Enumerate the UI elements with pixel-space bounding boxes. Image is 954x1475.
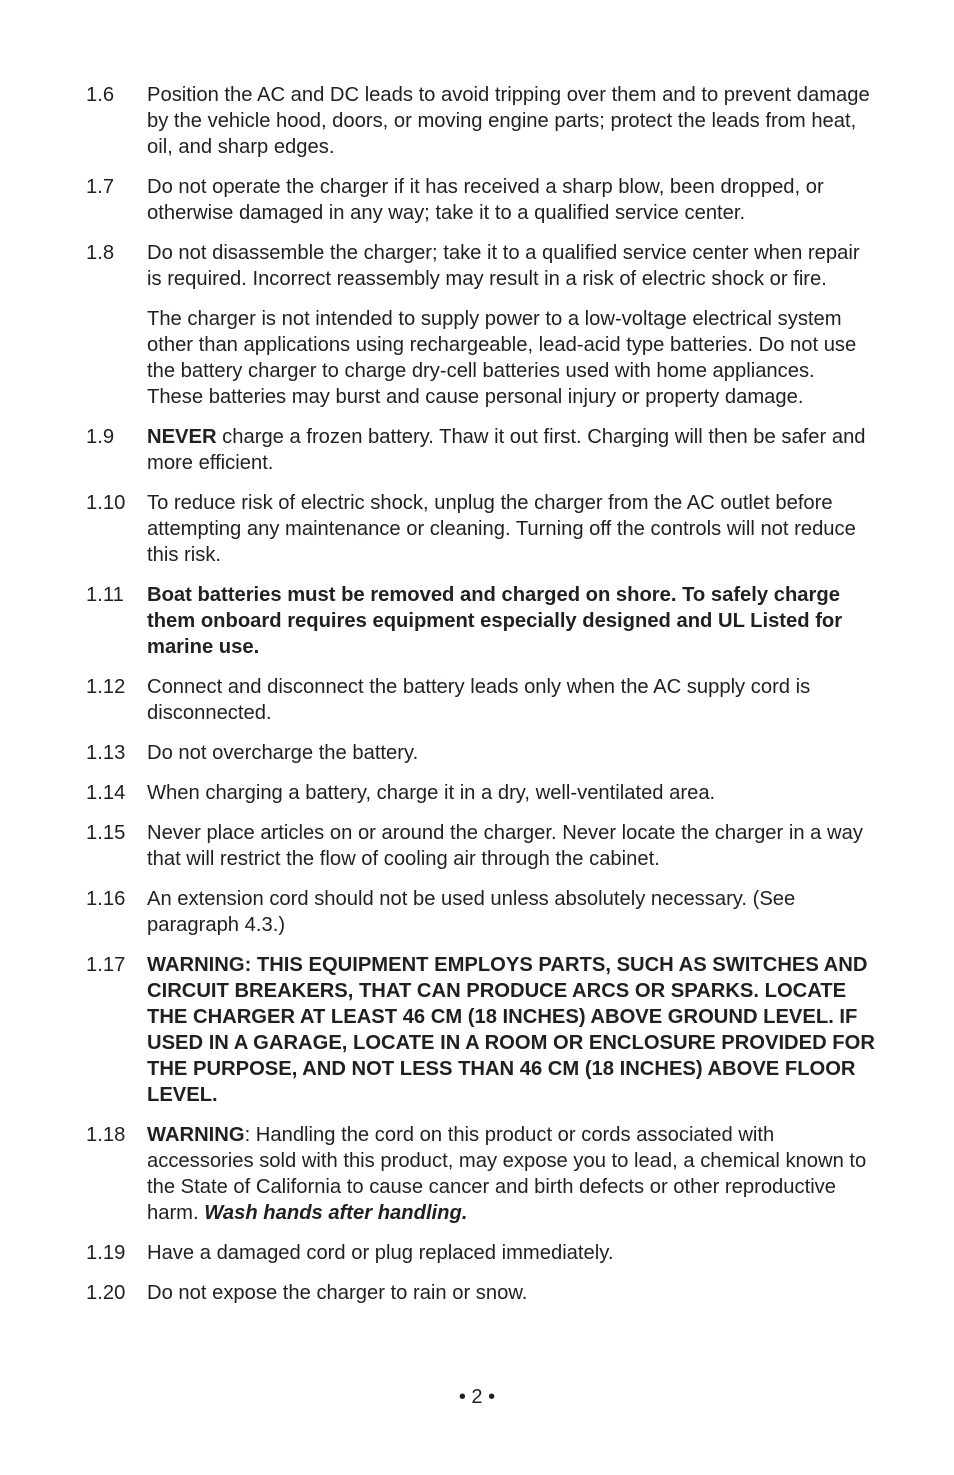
item-extra-paragraph: The charger is not intended to supply power to a low-voltage electrical system other than applications using rechargeable, lead-acid type batteries. Do not use the battery charger to charge dry-cell batteries used with home appliances. These batteries may burst and cause personal injury or property damage. <box>147 308 857 408</box>
item-text: An extension cord should not be used unless absolutely necessary. (See paragraph 4.3.) <box>147 888 796 936</box>
item-text-block <box>147 780 876 806</box>
item-text-block <box>147 740 876 766</box>
item-text: Position the AC and DC leads to avoid tripping over them and to prevent damage by the vehicle hood, doors, or moving engine parts; protect the leads from heat, oil, and sharp edges. <box>147 84 870 158</box>
item-text: To reduce risk of electric shock, unplug the charger from the AC outlet before attempting any maintenance or cleaning. Turning off the controls will not reduce this risk. <box>147 492 856 566</box>
item-number: 1.15 <box>86 822 126 844</box>
item-text-block <box>147 424 876 476</box>
item-text-block <box>147 1280 876 1306</box>
list-item-1-18 <box>86 1122 876 1226</box>
list-item-1-9 <box>86 424 876 476</box>
item-number: 1.16 <box>86 888 126 910</box>
item-text-block <box>147 1122 876 1226</box>
item-number: 1.13 <box>86 742 126 764</box>
item-text <box>147 424 876 476</box>
item-text: Connect and disconnect the battery leads only when the AC supply cord is disconnected. <box>147 676 811 724</box>
list-item-1-14 <box>86 780 876 806</box>
list-item-1-7 <box>86 174 876 226</box>
item-number: 1.9 <box>86 426 115 448</box>
list-item-1-8 <box>86 240 876 410</box>
item-number: 1.19 <box>86 1242 126 1264</box>
list-item-1-15 <box>86 820 876 872</box>
item-text-block <box>147 952 876 1108</box>
item-text-rest: : Handling the cord on this product or cords associated with accessories sold with this product, may expose you to lead, a chemical known to the State of California to cause cancer and birth defects or other reproductive harm. <box>147 1124 867 1224</box>
item-text-block <box>147 582 876 660</box>
item-number: 1.14 <box>86 782 126 804</box>
item-text <box>147 1122 876 1226</box>
item-number: 1.6 <box>86 84 115 106</box>
item-text: Do not expose the charger to rain or snow. <box>147 1282 528 1304</box>
list-item-1-17 <box>86 952 876 1108</box>
item-number: 1.7 <box>86 176 115 198</box>
item-text-block <box>147 240 876 410</box>
list-item-1-20 <box>86 1280 876 1306</box>
safety-instructions-list <box>86 82 876 1320</box>
page-number: • 2 • <box>458 1386 496 1408</box>
item-number: 1.20 <box>86 1282 126 1304</box>
item-number: 1.12 <box>86 676 126 698</box>
item-text-block <box>147 1240 876 1266</box>
item-number: 1.18 <box>86 1124 126 1146</box>
item-bold-text: Boat batteries must be removed and charged on shore. To safely charge them onboard requires equipment especially designed and UL Listed for marine use. <box>147 584 843 658</box>
item-text-block <box>147 82 876 160</box>
item-text: Do not disassemble the charger; take it to a qualified service center when repair is required. Incorrect reassembly may result in a risk of electric shock or fire. <box>147 242 860 290</box>
item-text: Have a damaged cord or plug replaced immediately. <box>147 1242 614 1264</box>
bold-lead: NEVER <box>147 426 217 448</box>
item-text: Never place articles on or around the charger. Never locate the charger in a way that will restrict the flow of cooling air through the cabinet. <box>147 822 863 870</box>
warning-label: WARNING <box>147 1124 245 1146</box>
list-item-1-6 <box>86 82 876 160</box>
item-text-block <box>147 174 876 226</box>
item-number: 1.11 <box>86 584 124 606</box>
item-text-block <box>147 674 876 726</box>
item-text: When charging a battery, charge it in a dry, well-ventilated area. <box>147 782 716 804</box>
item-number: 1.10 <box>86 492 126 514</box>
item-text-rest: charge a frozen battery. Thaw it out first. Charging will then be safer and more efficient. <box>147 426 866 474</box>
wash-hands-note: Wash hands after handling. <box>204 1202 468 1224</box>
item-text-block <box>147 886 876 938</box>
list-item-1-16 <box>86 886 876 938</box>
item-text-block <box>147 820 876 872</box>
list-item-1-10 <box>86 490 876 568</box>
item-number: 1.17 <box>86 954 126 976</box>
item-text: Do not operate the charger if it has received a sharp blow, been dropped, or otherwise damaged in any way; take it to a qualified service center. <box>147 176 824 224</box>
item-number: 1.8 <box>86 242 115 264</box>
item-text: Do not overcharge the battery. <box>147 742 419 764</box>
list-item-1-11 <box>86 582 876 660</box>
warning-text: WARNING: THIS EQUIPMENT EMPLOYS PARTS, SUCH AS SWITCHES AND CIRCUIT BREAKERS, THAT CAN PRODUCE ARCS OR SPARKS. LOCATE THE CHARGER AT LEAST 46 CM (18 INCHES) ABOVE GROUND LEVEL. IF USED IN A GARAGE, LOCATE IN A ROOM OR ENCLOSURE PROVIDED FOR THE PURPOSE, AND NOT LESS THAN 46 CM (18 INCHES) ABOVE FLOOR LEVEL. <box>147 954 875 1106</box>
list-item-1-12 <box>86 674 876 726</box>
item-text-block <box>147 490 876 568</box>
list-item-1-13 <box>86 740 876 766</box>
list-item-1-19 <box>86 1240 876 1266</box>
